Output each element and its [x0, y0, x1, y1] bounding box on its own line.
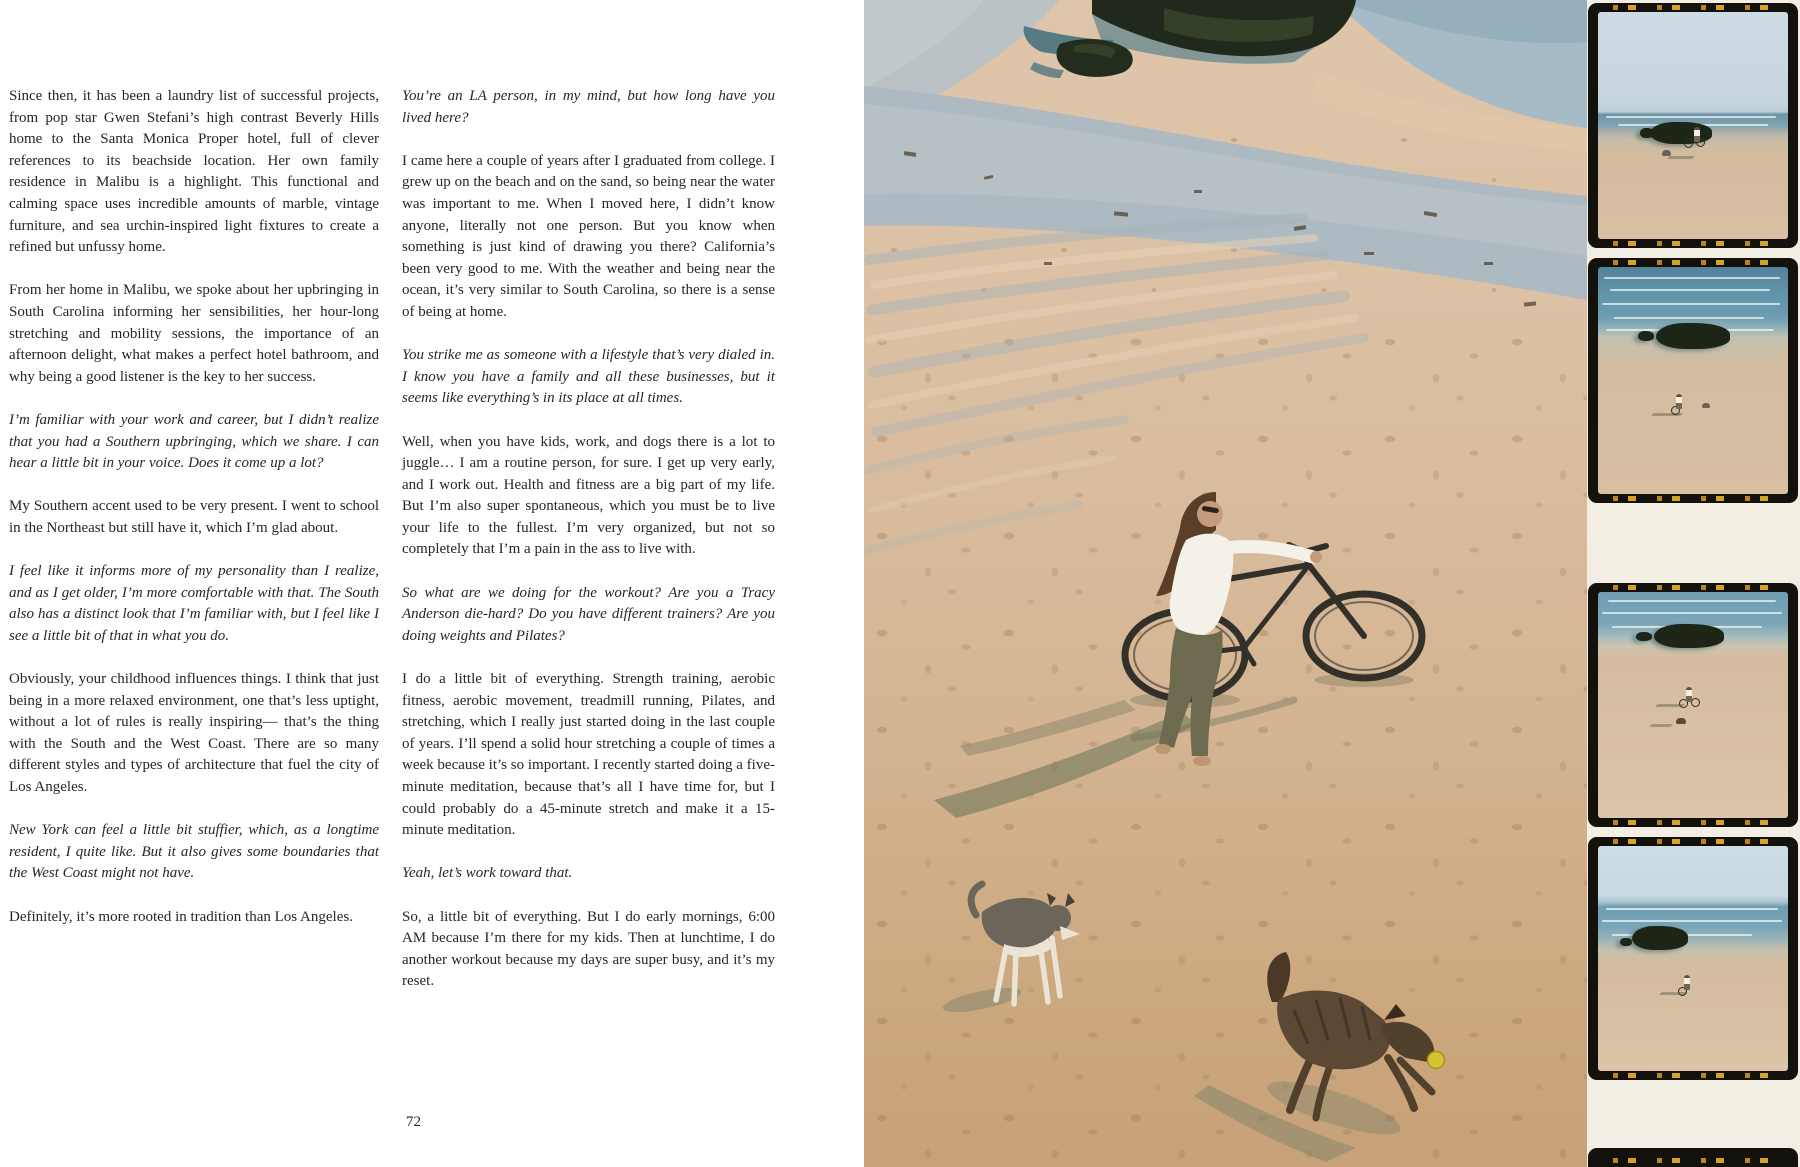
film-photo-1	[1598, 12, 1788, 239]
wave-foam	[1610, 289, 1770, 291]
grey-white-dog	[941, 884, 1080, 1017]
main-photo-beach	[864, 0, 1587, 1167]
tiny-woman-figure	[1684, 975, 1690, 990]
foot	[1155, 744, 1171, 754]
figure-shadow	[1649, 724, 1674, 727]
sea-top-right	[1312, 0, 1587, 152]
film-photo-3	[1598, 592, 1788, 818]
figure-shadow	[1667, 156, 1696, 159]
rock-icon	[1654, 624, 1724, 648]
wave-foam	[1614, 317, 1764, 319]
paragraph-question: I feel like it informs more of my personality than I realize, and as I get older, I’m more comfortable with that. The South also has a distinct look that I’m familiar with, but I feel like I see a little bit of that in what you do.	[9, 563, 379, 644]
paragraph-question: So what are we doing for the workout? Are you a Tracy Anderson die-hard? Do you have different trainers? Are you doing weights and Pilates?	[402, 584, 775, 644]
paragraph-answer: Definitely, it’s more rooted in tradition than Los Angeles.	[9, 908, 353, 925]
film-frame-2	[1588, 258, 1798, 503]
rock-icon	[1620, 938, 1632, 946]
film-edge-markings	[1606, 839, 1780, 844]
film-frame-3	[1588, 583, 1798, 827]
text-column-2	[402, 86, 775, 1015]
paragraph-answer: I came here a couple of years after I graduated from college. I grew up on the beach and on the sand, so being near the water was important to me. When I moved here, I didn’t know anyone, literally not one person. But you know when something is just kind of drawing you there? California’s been very good to me. With the weather and being near the ocean, it’s very similar to South Carolina, so there is a sense of being at home.	[402, 152, 775, 320]
bicycle-wheel-icon	[1684, 139, 1693, 148]
film-photo-4	[1598, 846, 1788, 1071]
paragraph-question: You strike me as someone with a lifestyle that’s very dialed in. I know you have a family and all these businesses, but it seems like everything’s in its place at all times.	[402, 347, 775, 407]
olive-pants	[1159, 628, 1223, 756]
bicycle-wheel-icon	[1691, 698, 1700, 707]
tiny-woman-figure	[1676, 394, 1682, 409]
foot	[1193, 756, 1211, 766]
film-frame-5-partial	[1588, 1148, 1798, 1167]
tiny-woman-figure	[1694, 127, 1700, 142]
film-edge-markings	[1606, 585, 1780, 590]
paragraph-intro-2: From her home in Malibu, we spoke about her upbringing in South Carolina informing her sensibilities, her hour-long stretching and mobility sessions, the importance of an afternoon delight, what makes a perfect hotel bathroom, and why being a good listener is the key to her success.	[9, 282, 379, 385]
tiny-dog-figure	[1662, 150, 1671, 156]
wave-foam	[1602, 920, 1782, 922]
paragraph-question: I’m familiar with your work and career, but I didn’t realize that you had a Southern upbringing, which we share. I can hear a little bit in your voice. Does it come up a lot?	[9, 411, 379, 472]
film-edge-markings	[1606, 820, 1780, 825]
tiny-dog-figure	[1702, 403, 1710, 408]
dog-ear	[1384, 1004, 1406, 1020]
wave-foam	[1606, 908, 1778, 910]
film-photo-2	[1598, 267, 1788, 494]
hand	[1310, 551, 1322, 563]
wave-foam	[1608, 600, 1776, 602]
film-frame-1	[1588, 3, 1798, 248]
film-edge-markings	[1606, 496, 1780, 501]
rock-icon	[1640, 128, 1654, 138]
tail	[1267, 952, 1290, 1002]
paragraph-answer: I do a little bit of everything. Strength training, aerobic fitness, aerobic movement, treadmill running, Pilates, and stretching, which I really just started doing in the last couple of years. I’ll spend a solid hour stretching a couple of times a week because it’s so important. I recently started doing a five-minute meditation, because that’s all I have time for, but I could probably do a 45-minute stretch and make it a 15-minute meditation.	[402, 671, 775, 839]
wet-sand-ripples	[869, 218, 1364, 550]
paragraph-answer: My Southern accent used to be very present. I went to school in the Northeast but still have it, which I’m glad about.	[9, 498, 379, 536]
film-edge-markings	[1606, 241, 1780, 246]
dog-shadow	[941, 983, 1023, 1017]
yellow-ball	[1428, 1052, 1445, 1069]
main-photo-svg	[864, 0, 1587, 1167]
head	[1197, 501, 1223, 527]
paragraph-question: New York can feel a little bit stuffier, which, as a longtime resident, I quite like. But it also gives some boundaries that the West Coast might not have.	[9, 822, 379, 882]
brindle-dog	[1194, 952, 1445, 1162]
wave-foam	[1604, 277, 1780, 279]
paragraph-answer: So, a little bit of everything. But I do early mornings, 6:00 AM because I’m there for my kids. Then at lunchtime, I do another workout because my days are super busy, and it’s my reset.	[402, 908, 775, 990]
paragraph-answer: Obviously, your childhood influences things. I think that just being in a more relaxed environment, one that’s less uptight, without a lot of rules is really inspiring— that’s the thing with the South and the West Coast. There are so many different styles and types of architecture that fuel the city of Los Angeles.	[9, 671, 379, 795]
film-edge-markings	[1606, 260, 1780, 265]
rock-icon	[1656, 323, 1730, 349]
text-column-1	[9, 86, 379, 950]
film-edge-markings	[1606, 1073, 1780, 1078]
tiny-woman-figure	[1686, 687, 1692, 702]
woman-with-bicycle	[1155, 492, 1322, 766]
rock-icon	[1638, 331, 1654, 341]
paragraph-question: You’re an LA person, in my mind, but how long have you lived here?	[402, 88, 775, 126]
rock-icon	[1632, 926, 1688, 950]
wave-foam	[1602, 303, 1780, 305]
tiny-dog-figure	[1676, 718, 1686, 724]
wave-foam	[1606, 116, 1776, 118]
rock-icon	[1636, 632, 1652, 641]
film-frame-4	[1588, 837, 1798, 1080]
right-arm	[1226, 546, 1313, 557]
wave-foam	[1602, 612, 1782, 614]
film-strip	[1587, 0, 1800, 1167]
page-number: 72	[406, 1114, 421, 1130]
film-edge-markings	[1606, 1158, 1780, 1163]
paragraph-intro-1: Since then, it has been a laundry list of successful projects, from pop star Gwen Stefani’s high contrast Beverly Hills home to the Santa Monica Proper hotel, full of clever references to its beachside location. Her own family residence in Malibu is a highlight. This functional and calming space uses incredible amounts of marble, vintage furniture, and sea urchin-inspired light fixtures to create a refined but unfussy home.	[9, 88, 379, 256]
paragraph-answer: Well, when you have kids, work, and dogs there is a lot to juggle… I am a routine person, for sure. I get up very early, and I work out. Health and fitness are a big part of my life. But I’m also super spontaneous, which you must be to live your life to the fullest. I’m very organized, but not so completely that I’m a pain in the ass to live with.	[402, 433, 775, 558]
film-edge-markings	[1606, 5, 1780, 10]
paragraph-question: Yeah, let’s work toward that.	[402, 865, 573, 882]
